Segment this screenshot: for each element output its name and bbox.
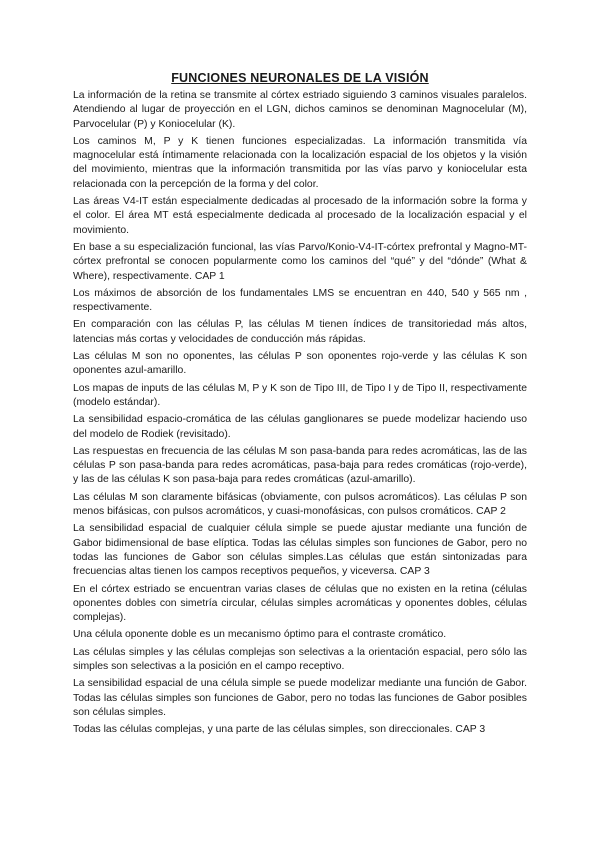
- paragraph-12: La sensibilidad espacial de cualquier célula simple se puede ajustar mediante una función de Gabor bidimensional de base elíptica. Todas las células simples son funciones de Gabor, pero no todas las funciones de Gabor son células simples.Las células que están sintonizadas para frecuencias altas tienen los campos receptivos pequeños, y viceversa. CAP 3: [73, 523, 527, 578]
- paragraph-11: Las células M son claramente bifásicas (obviamente, con pulsos acromáticos). Las células P son menos bifásicas, con pulsos acromáticos, y cuasi-monofásicas, con pulsos cromáticos. CAP 2: [73, 491, 527, 518]
- paragraph-14: Una célula oponente doble es un mecanismo óptimo para el contraste cromático.: [73, 629, 447, 641]
- paragraph-6: En comparación con las células P, las células M tienen índices de transitoriedad más altos, latencias más cortas y velocidades de conducción más rápidas.: [73, 319, 527, 345]
- paragraph-8: Los mapas de inputs de las células M, P y K son de Tipo III, de Tipo I y de Tipo II, respectivamente (modelo estándar).: [73, 382, 527, 408]
- paragraph-2: Los caminos M, P y K tienen funciones especializadas. La información transmitida vía magnocelular está íntimamente relacionada con la localización espacial de los objetos y la visión del movimiento, mientras que la información transmitida por las vías parvo y koniocelular esta relacionada con la percepción de la forma y del color.: [73, 135, 527, 190]
- paragraph-15: Las células simples y las células complejas son selectivas a la orientación espacial, pero sólo las simples son selectivas a la posición en el campo receptivo.: [73, 646, 527, 672]
- paragraph-3: Las áreas V4-IT están especialmente dedicadas al procesado de la información sobre la forma y el color. El área MT está especialmente dedicada al procesado de la localización espacial y el movimiento.: [73, 196, 527, 236]
- paragraph-1: La información de la retina se transmite al córtex estriado siguiendo 3 caminos visuales paralelos. Atendiendo al lugar de proyección en el LGN, dichos caminos se denominan Magnocelular (M), Parvocelular (P) y Koniocelular (K).: [73, 90, 527, 130]
- paragraph-10: Las respuestas en frecuencia de las células M son pasa-banda para redes acromáticas, las de las células P son pasa-banda para redes acromáticas, pasa-baja para redes cromáticas (rojo-verde), y las de las células K son pasa-baja para redes cromáticas (azul-amarillo).: [73, 445, 527, 486]
- paragraph-5: Los máximos de absorción de los fundamentales LMS se encuentran en 440, 540 y 565 nm , respectivamente.: [73, 287, 527, 314]
- paragraph-17: Todas las células complejas, y una parte de las células simples, son direccionales. CAP 3: [73, 724, 486, 736]
- paragraph-7: Las células M son no oponentes, las células P son oponentes rojo-verde y las células K son oponentes azul-amarillo.: [73, 351, 527, 377]
- paragraph-9: La sensibilidad espacio-cromática de las células ganglionares se puede modelizar haciendo uso del modelo de Rodiek (revisitado).: [73, 414, 527, 440]
- document-page: [73, 70, 527, 740]
- paragraph-16: La sensibilidad espacial de una célula simple se puede modelizar mediante una función de Gabor. Todas las células simples son funciones de Gabor, pero no todas las funciones de Gabor posibles son células simples.: [73, 678, 527, 718]
- document-title: FUNCIONES NEURONALES DE LA VISIÓN: [171, 71, 429, 85]
- paragraph-4: En base a su especialización funcional, las vías Parvo/Konio-V4-IT-córtex prefrontal y Magno-MT-córtex prefrontal se conocen popularmente como los caminos del “qué” y del “dónde” (What & Where), respectivamente. CAP 1: [73, 241, 527, 282]
- paragraph-13: En el córtex estriado se encuentran varias clases de células que no existen en la retina (células oponentes dobles con simetría circular, células simples acromáticas y oponentes dobles, células complejas).: [73, 583, 527, 624]
